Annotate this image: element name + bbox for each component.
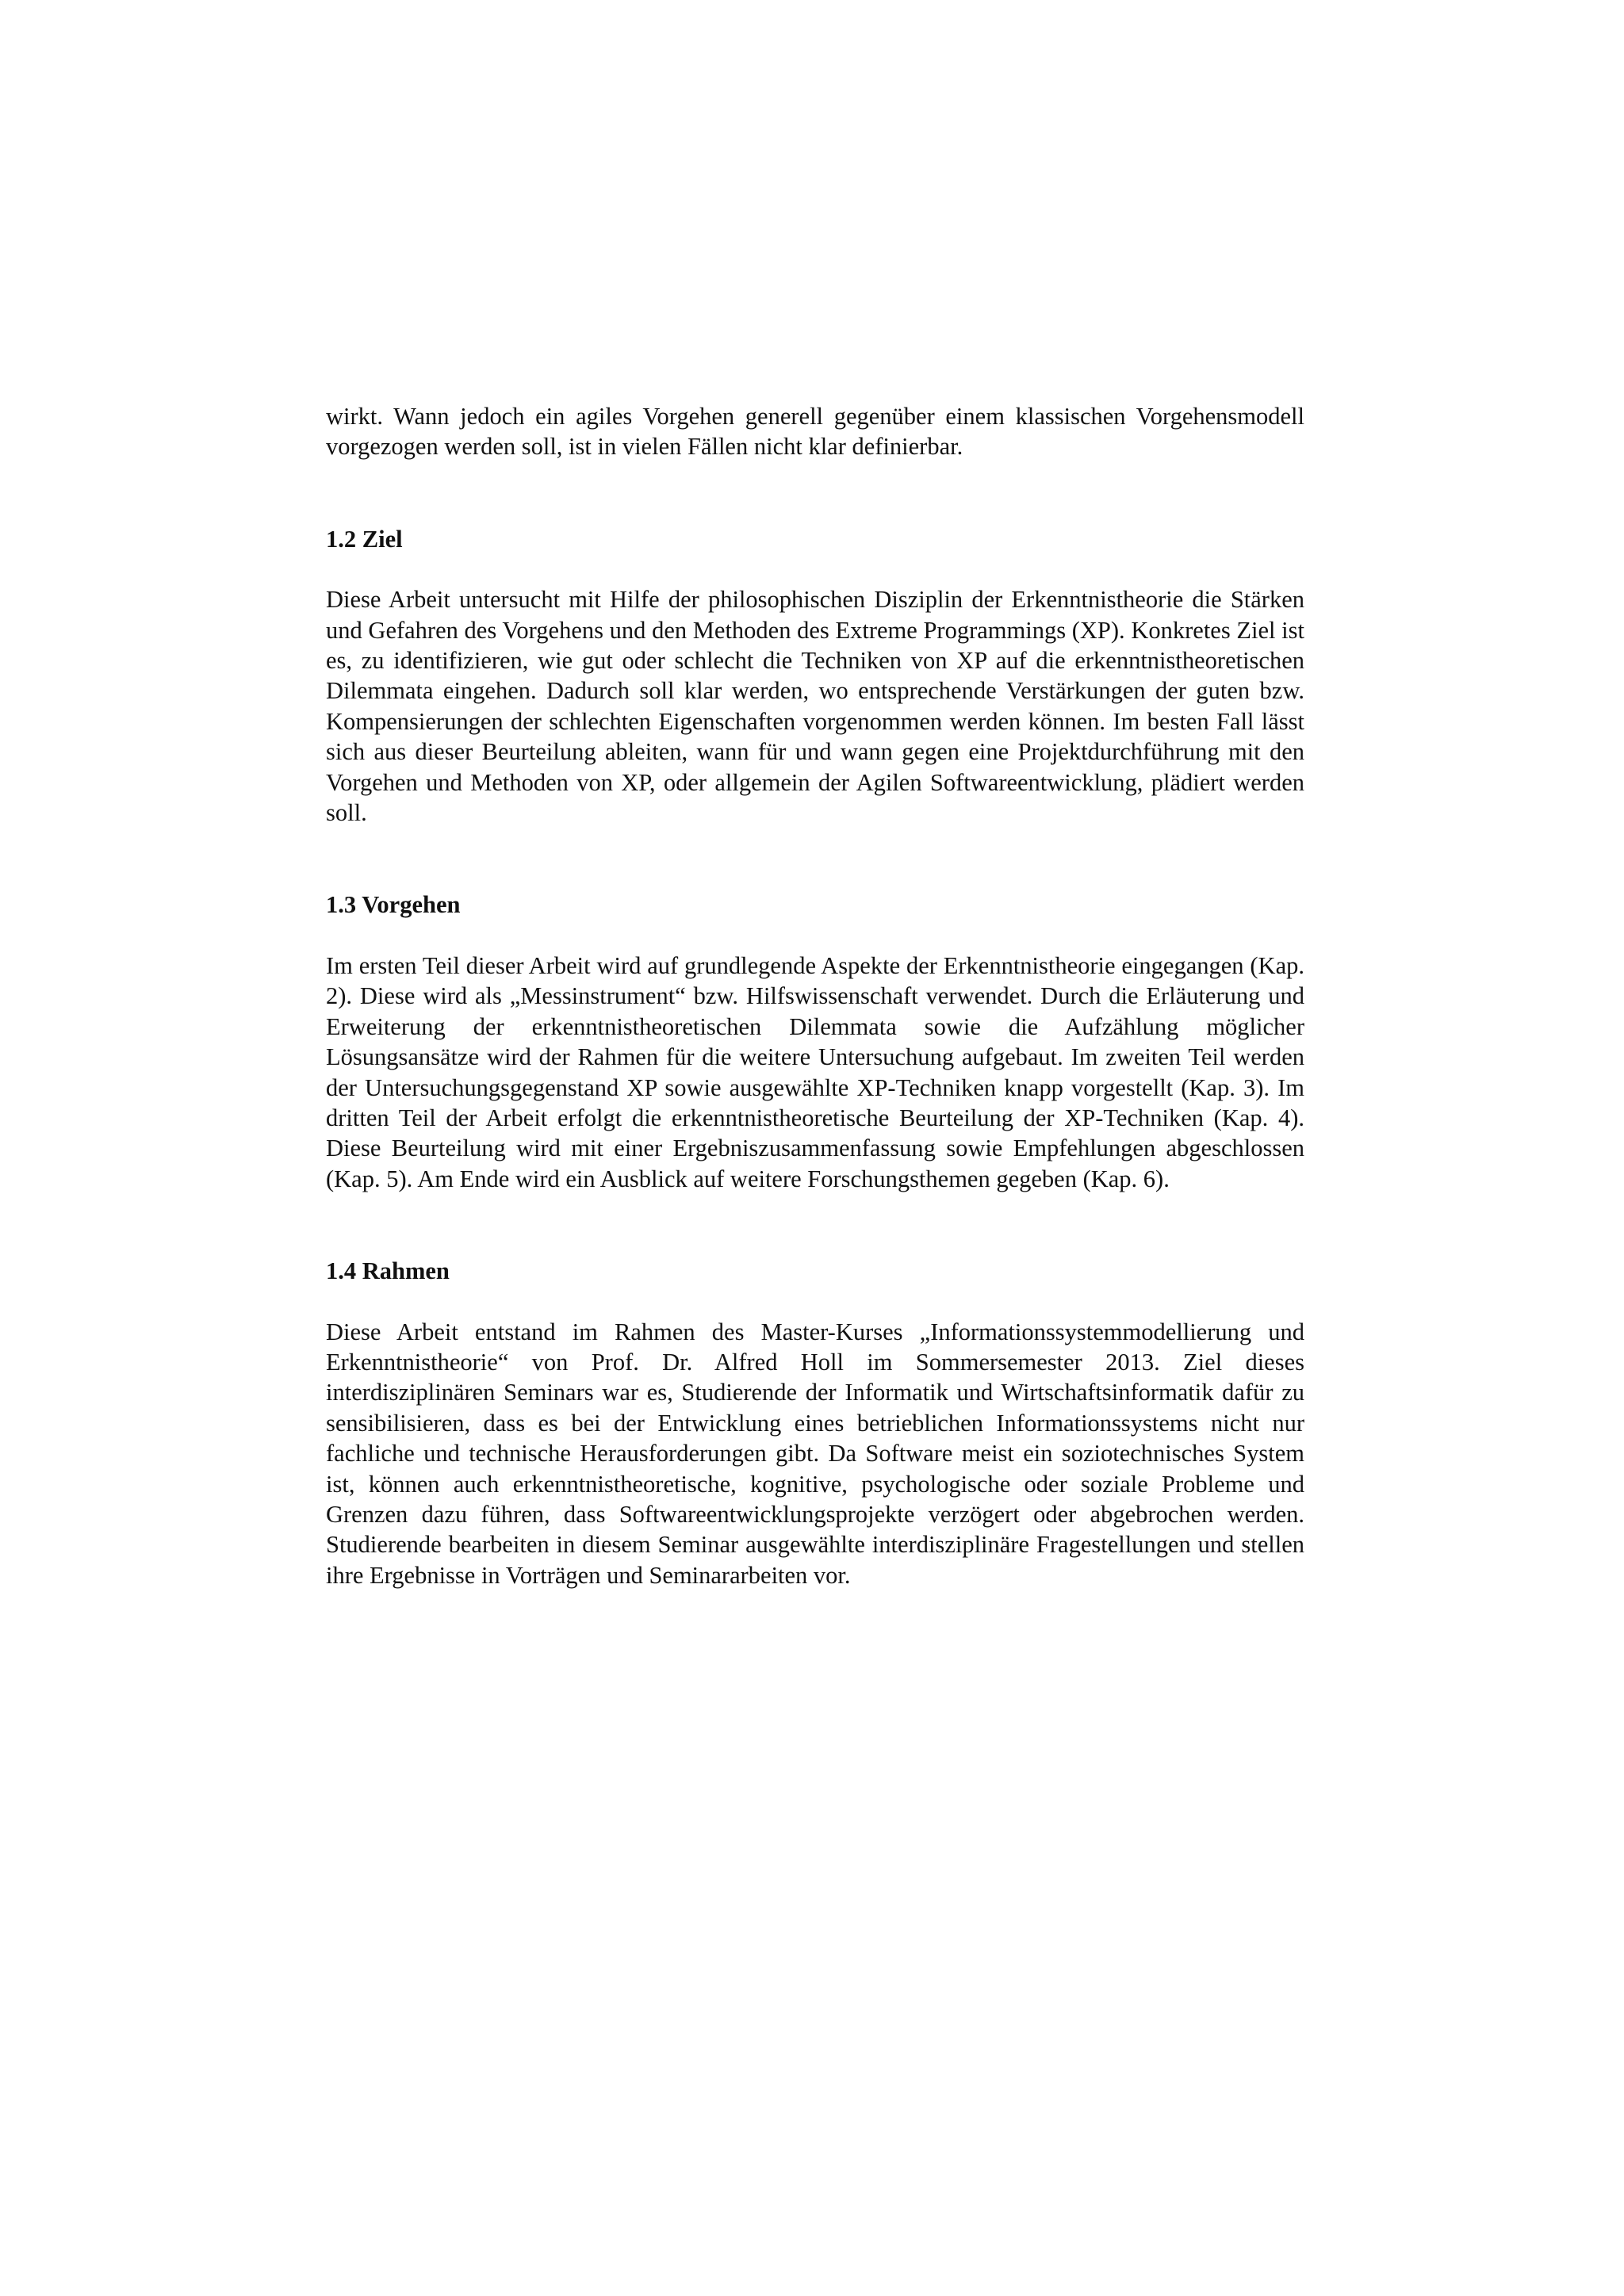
section-body-ziel: Diese Arbeit untersucht mit Hilfe der philosophischen Disziplin der Erkenntnistheorie die Stärken und Gefahren des Vorgehens und den Methoden des Extreme Programmings (XP). Konkretes Ziel ist es, zu identifizieren, wie gut oder schlecht die Techniken von XP auf die erkenntnistheoretischen Dilemmata eingehen. Dadurch soll klar werden, wo entsprechende Verstärkungen der guten bzw. Kompensierungen der schlechten Eigenschaften vorgenommen werden können. Im besten Fall lässt sich aus dieser Beurteilung ableiten, wann für und wann gegen eine Projektdurchführung mit den Vorgehen und Methoden von XP, oder allgemein der Agilen Softwareentwicklung, plädiert werden soll. (326, 586, 1304, 827)
section-heading-rahmen: 1.4 Rahmen (326, 1257, 450, 1285)
section-body-vorgehen: Im ersten Teil dieser Arbeit wird auf grundlegende Aspekte der Erkenntnistheorie eingegangen (Kap. 2). Diese wird als „Messinstrument“ bzw. Hilfswissenschaft verwendet. Durch die Erläuterung und Erweiterung der erkenntnistheoretischen Dilemmata sowie die Aufzählung möglicher Lösungsansätze wird der Rahmen für die weitere Untersuchung aufgebaut. Im zweiten Teil werden der Untersuchungsgegenstand XP sowie ausgewählte XP-Techniken knapp vorgestellt (Kap. 3). Im dritten Teil der Arbeit erfolgt die erkenntnistheoretische Beurteilung der XP-Techniken (Kap. 4). Diese Beurteilung wird mit einer Ergebniszusammenfassung sowie Empfehlungen abgeschlossen (Kap. 5). Am Ende wird ein Ausblick auf weitere Forschungsthemen gegeben (Kap. 6). (326, 951, 1304, 1192)
section-heading-vorgehen: 1.3 Vorgehen (326, 891, 461, 919)
intro-paragraph: wirkt. Wann jedoch ein agiles Vorgehen generell gegenüber einem klassischen Vorgehensmodell vorgezogen werden soll, ist in vielen Fällen nicht klar definierbar. (326, 403, 1304, 461)
section-body-rahmen: Diese Arbeit entstand im Rahmen des Master-Kurses „Informationssystemmodellierung und Erkenntnistheorie“ von Prof. Dr. Alfred Holl im Sommersemester 2013. Ziel dieses interdisziplinären Seminars war es, Studierende der Informatik und Wirtschaftsinformatik dafür zu sensibilisieren, dass es bei der Entwicklung eines betrieblichen Informationssystems nicht nur fachliche und technische Herausforderungen gibt. Da Software meist ein soziotechnisches System ist, können auch erkenntnistheoretische, kognitive, psychologische oder soziale Probleme und Grenzen dazu führen, dass Softwareentwicklungsprojekte verzögert oder abgebrochen werden. Studierende bearbeiten in diesem Seminar ausgewählte interdisziplinäre Fragestellungen und stellen ihre Ergebnisse in Vorträgen und Seminararbeiten vor. (326, 1318, 1304, 1589)
document-page (326, 401, 1304, 1590)
section-heading-ziel: 1.2 Ziel (326, 525, 403, 553)
